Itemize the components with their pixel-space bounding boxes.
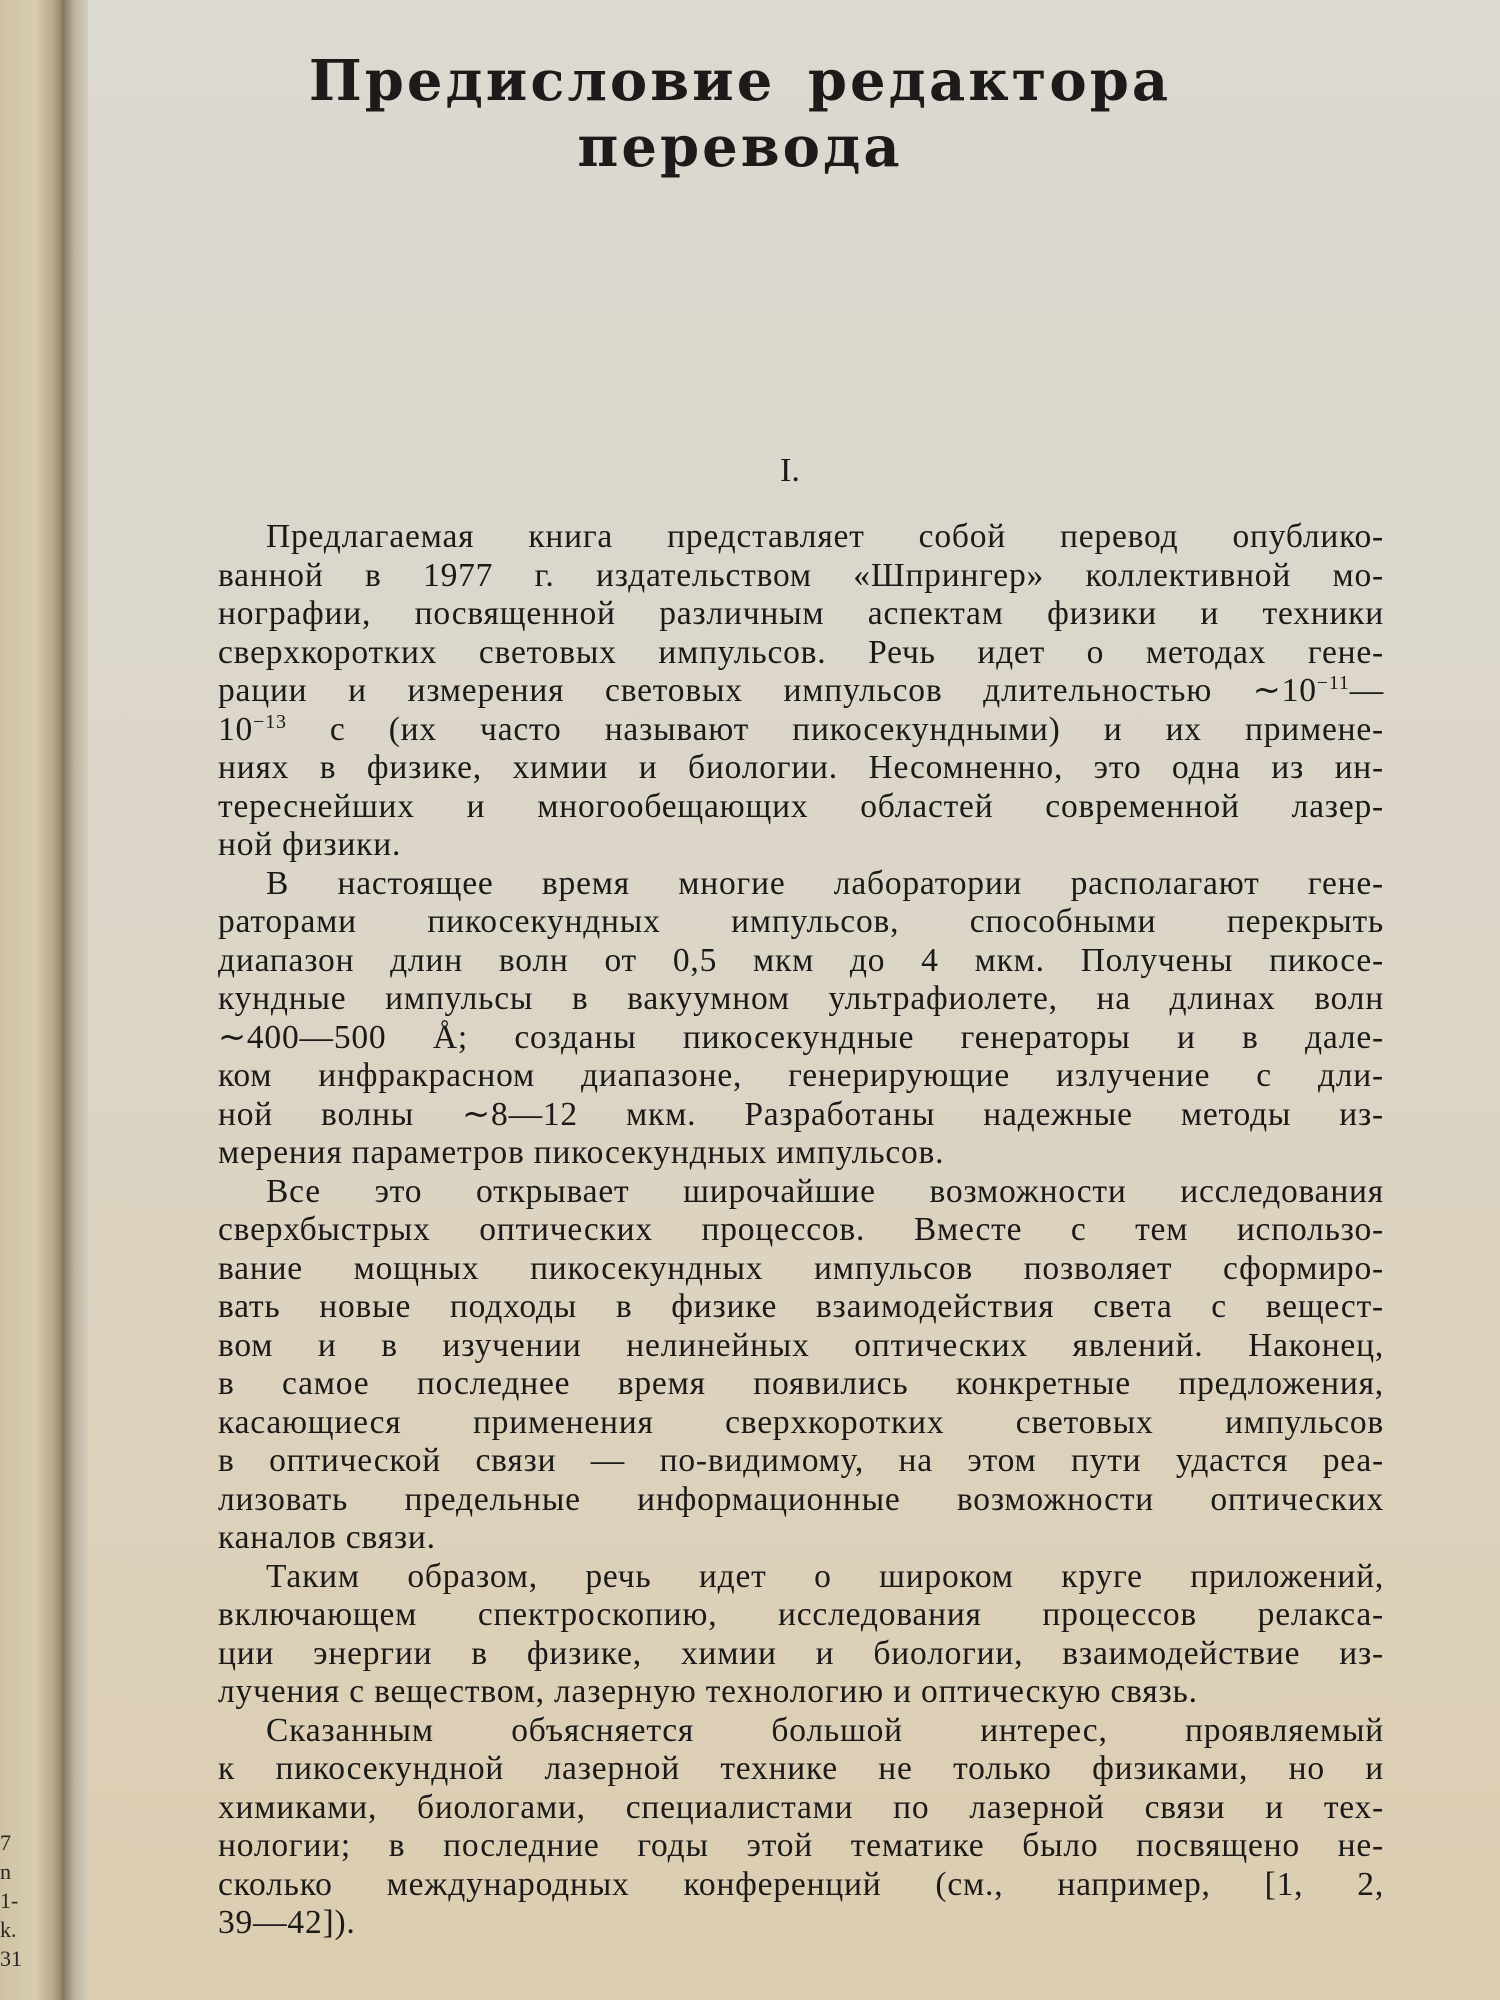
text-line: каналов связи. [218,1519,436,1556]
margin-fragment: k. [0,1917,17,1942]
text-line: лизовать предельные информационные возможности оптических [218,1480,1384,1518]
text-line: ниях в физике, химии и биологии. Несомненно, это одна из ин- [218,749,1384,786]
margin-fragment: n [0,1859,11,1884]
section-number: I. [780,452,800,489]
text-line: раторами пикосекундных импульсов, способными перекрыть [218,903,1384,940]
text-line: ванной в 1977 г. издательством «Шпрингер» коллективной мо- [218,556,1384,594]
text-line: лучения с веществом, лазерную технологию и оптическую связь. [218,1673,1198,1710]
page-title: Предисловие редактора перевода [308,48,1172,180]
paragraph [218,1558,1384,1712]
line-segment: с (их часто называют пикосекундными) и их применe- [286,710,1384,748]
text-line: ции энергии в физике, химии и биологии, взаимодействие из- [218,1634,1384,1672]
line-segment: — [1349,672,1384,709]
text-line: ной волны ∼8—12 мкм. Разработаны надежные методы из- [218,1095,1384,1133]
text-line: в самое последнее время появились конкретные предложения, [218,1365,1384,1402]
text-line: Предлагаемая книга представляет собой перевод опублико- [266,518,1384,555]
line-segment: 10 [218,710,254,748]
margin-fragment: 1- [0,1888,19,1913]
text-line: диапазон длин волн от 0,5 мкм до 4 мкм. Получены пикосе- [218,941,1384,979]
text-line: нографии, посвященной различным аспектам физики и техники [218,595,1384,632]
text-line [218,711,1384,750]
text-line: Таким образом, речь идет о широком круге приложений, [266,1557,1384,1595]
paragraph [218,1712,1384,1943]
text-line: Сказанным объясняется большой интерес, проявляемый [266,1711,1384,1749]
text-line: тереснейших и многообещающих областей современной лазер- [218,787,1384,825]
previous-page-margin-fragments [0,1828,22,1973]
text-line [218,672,1384,711]
body-text [218,518,1384,1943]
text-line: ком инфракрасном диапазоне, генерирующие излучение с дли- [218,1057,1384,1094]
paragraph [218,1173,1384,1558]
line-segment: рации и измерения световых импульсов длительностью ∼10 [218,672,1317,709]
text-line: В настоящее время многие лаборатории располагают гене- [266,864,1384,902]
text-line: Все это открывает широчайшие возможности исследования [266,1172,1384,1210]
text-line: мерения параметров пикосекундных импульсов. [218,1134,945,1171]
text-line: ной физики. [218,826,402,863]
text-line: ∼400—500 Å; созданы пикосекундные генераторы и в дале- [218,1018,1384,1056]
paragraph [218,865,1384,1173]
previous-page-edge [0,0,62,2000]
text-line: нологии; в последние годы этой тематике было посвящено не- [218,1827,1384,1864]
text-line: к пикосекундной лазерной технике не только физиками, но и [218,1750,1384,1787]
text-line: сверхбыстрых оптических процессов. Вместе с тем использо- [218,1211,1384,1248]
margin-fragment: 7 [0,1830,11,1855]
book-gutter [62,0,88,2000]
text-line: кундные импульсы в вакуумном ультрафиолете, на длинах волн [218,980,1384,1017]
text-line: вом и в изучении нелинейных оптических явлений. Наконец, [218,1326,1384,1364]
text-line: вать новые подходы в физике взаимодействия света с вещест- [218,1288,1384,1325]
text-line: касающиеся применения сверхкоротких световых импульсов [218,1403,1384,1441]
text-line: включающем спектроскопию, исследования процессов релакса- [218,1596,1384,1633]
paragraph [218,518,1384,865]
text-line: вание мощных пикосекундных импульсов позволяет сформиро- [218,1249,1384,1287]
text-line: химиками, биологами, специалистами по лазерной связи и тех- [218,1788,1384,1826]
exponent: −11 [1316,671,1350,694]
exponent: −13 [253,710,287,733]
margin-fragment: 31 [0,1946,22,1971]
text-line: в оптической связи — по-видимому, на этом пути удастся реа- [218,1442,1384,1479]
text-line: сверхкоротких световых импульсов. Речь идет о методах гене- [218,633,1384,671]
text-line: сколько международных конференций (см., например, [1, 2, [218,1865,1384,1903]
text-line: 39—42]). [218,1904,356,1941]
